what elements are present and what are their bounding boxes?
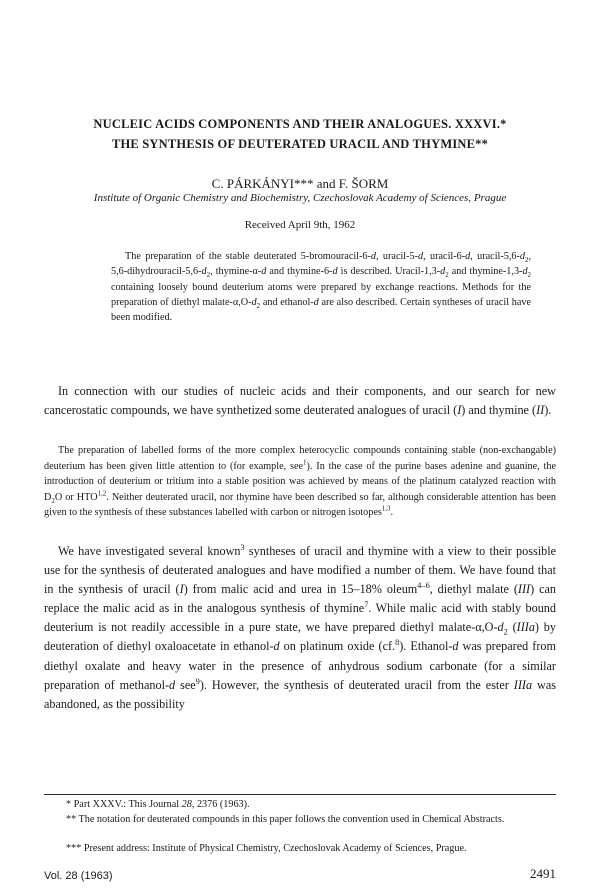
methods-paragraph: We have investigated several known$^3$ syntheses of uracil and thymine with a view to their possible use for the synthesis of deuterated analogues and have modified a number of them. We have found that in the synthesis of uracil (I) from malic acid and urea in 15–18% oleum$^{4-6}$, diethyl malate (III) can replace the malic acid as in the analogous synthesis of thymine$^7$. While malic acid with stably bound deuterium is not readily accessible in a pure state, we have prepared diethyl malate-$\alpha,O-d_2$ (IIIa) by deuteration of diethyl oxaloacetate in ethanol-d on platinum oxide (cf.$^8$). Ethanol-d was prepared from diethyl oxalate and heavy water in the presence of anhydrous sodium carbonate (for a similar preparation of methanol-d see$^9$). However, the synthesis of deuterated uracil from the ester IIIa was abandoned, as the possibility (44, 542, 556, 711)
abstract: The preparation of the stable deuterated 5-bromouracil-6-d, uracil-5-d, uracil-6-d, uracil-$5,6-d_2$, $5,6-dihydrouracil-5,6-d_2$, thymine-α-d and thymine-6-d is described. Uracil-$1,3-d_2$ and thymine-$1,3-d_2$ containing loosely bound deuterium atoms were prepared by exchange reactions. Methods for the preparation of diethyl malate-$\alpha,O-d_2$ and ethanol-d are also described. Certain syntheses of uracil have been modified. (111, 251, 531, 324)
page-number: 2491 (530, 866, 556, 881)
footnote-3: *** Present address: Institute of Physical Chemistry, Czechoslovak Academy of Sciences, Prague. (66, 843, 467, 854)
institute: Institute of Organic Chemistry and Biochemistry, Czechoslovak Academy of Sciences, Prague (93, 192, 507, 204)
authors: C. PÁRKÁNYI*** and F. ŠORM (211, 176, 389, 191)
background-paragraph: The preparation of labelled forms of the more complex heterocyclic compounds containing stable (non-exchangable) deuterium has been given little attention to (for example, see$^1$). In the case of the purine bases adenine and guanine, the introduction of deuterium or tritium into a stable position was achieved by means of the platinum catalyzed reaction with $D_2O$ or HTO$^{1,2}$. Neither deuterated uracil, nor thymine have been described so far, although considerable attention has been given to the synthesis of these substances labelled with carbon or nitrogen isotopes$^{1,3}$. (44, 445, 556, 518)
footnote-2: ** The notation for deuterated compounds in this paper follows the convention used in Chemical Abstracts. (66, 814, 505, 825)
title-line-2: THE SYNTHESIS OF DEUTERATED URACIL AND THYMINE** (111, 137, 489, 151)
article-title (20, 114, 580, 154)
intro-paragraph: In connection with our studies of nucleic acids and their components, and our search for new cancerostatic compounds, we have synthetized some deuterated analogues of uracil (I) and thymine (II). (44, 384, 556, 417)
journal-volume: Vol. 28 (1963) (44, 870, 113, 882)
title-line-1: NUCLEIC ACIDS COMPONENTS AND THEIR ANALOGUES. XXXVI.* (93, 117, 507, 131)
footnote-divider (44, 794, 556, 795)
received-date: Received April 9th, 1962 (244, 219, 356, 231)
footnote-1: * Part XXXV.: This Journal 28, 2376 (1963). (66, 799, 250, 810)
